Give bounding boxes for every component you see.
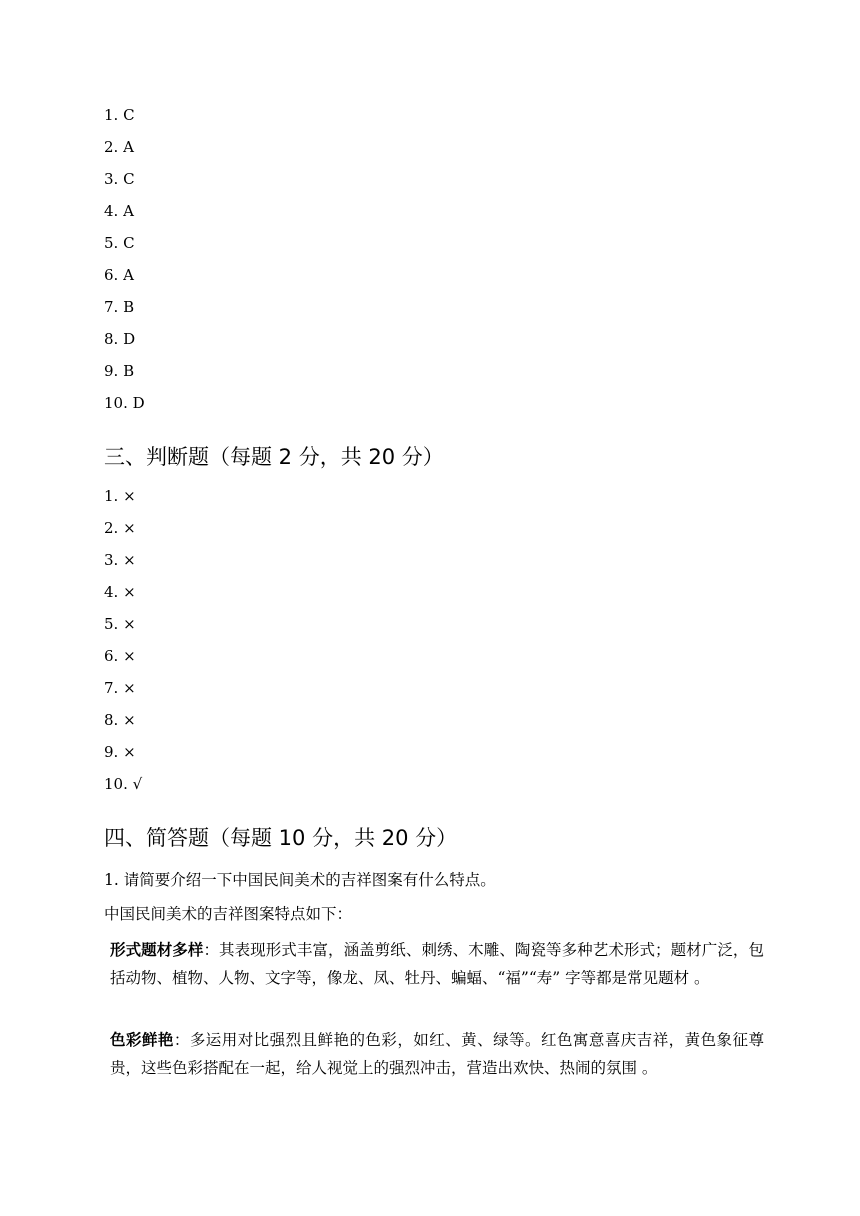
tf-answer-3: 3. × bbox=[104, 551, 136, 569]
answer-point-1 bbox=[104, 936, 764, 992]
tf-answer-7: 7. × bbox=[104, 679, 136, 697]
choice-answer-9: 9. B bbox=[104, 362, 135, 380]
point-1-label: 形式题材多样 bbox=[110, 940, 204, 959]
choice-answer-6: 6. A bbox=[104, 266, 134, 284]
choice-answer-5: 5. C bbox=[104, 234, 135, 252]
tf-answer-6: 6. × bbox=[104, 647, 136, 665]
tf-answer-2: 2. × bbox=[104, 519, 136, 537]
choice-answer-2: 2. A bbox=[104, 138, 134, 156]
point-2-text: ：多运用对比强烈且鲜艳的色彩，如红、黄、绿等。红色寓意喜庆吉祥，黄色象征尊贵，这些色彩搭配在一起，给人视觉上的强烈冲击，营造出欢快、热闹的氛围 。 bbox=[110, 1031, 764, 1077]
choice-answer-3: 3. C bbox=[104, 170, 135, 188]
tf-answer-10: 10. √ bbox=[104, 775, 143, 793]
choice-answer-4: 4. A bbox=[104, 202, 134, 220]
choice-answer-7: 7. B bbox=[104, 298, 135, 316]
answer-intro: 中国民间美术的吉祥图案特点如下： bbox=[104, 905, 353, 923]
tf-answer-1: 1. × bbox=[104, 487, 136, 505]
tf-answer-8: 8. × bbox=[104, 711, 136, 729]
question-1: 1. 请简要介绍一下中国民间美术的吉祥图案有什么特点。 bbox=[104, 871, 496, 889]
answer-point-2 bbox=[104, 1026, 764, 1082]
point-1-text: ：其表现形式丰富，涵盖剪纸、刺绣、木雕、陶瓷等多种艺术形式；题材广泛，包括动物、植物、人物、文字等，像龙、凤、牡丹、蝙蝠、“福”“寿” 字等都是常见题材 。 bbox=[110, 941, 764, 987]
tf-answer-9: 9. × bbox=[104, 743, 136, 761]
choice-answer-1: 1. C bbox=[104, 106, 135, 124]
section4-heading: 四、简答题（每题 10 分，共 20 分） bbox=[104, 826, 458, 850]
section3-heading: 三、判断题（每题 2 分，共 20 分） bbox=[104, 445, 444, 469]
point-2-label: 色彩鲜艳 bbox=[110, 1030, 174, 1049]
tf-answer-4: 4. × bbox=[104, 583, 136, 601]
choice-answer-8: 8. D bbox=[104, 330, 136, 348]
choice-answer-10: 10. D bbox=[104, 394, 145, 412]
tf-answer-5: 5. × bbox=[104, 615, 136, 633]
